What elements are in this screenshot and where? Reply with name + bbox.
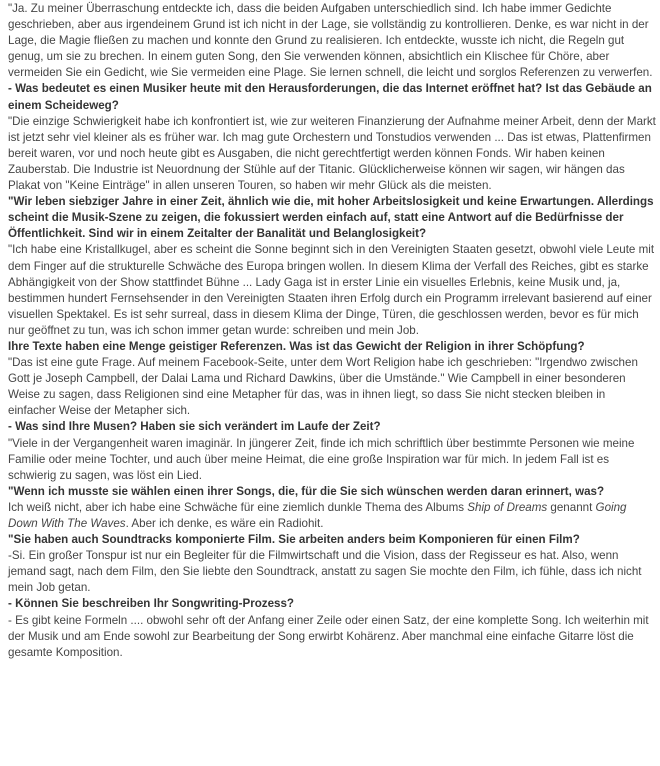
answer-paragraph: "Die einzige Schwierigkeit habe ich konfrontiert ist, wie zur weiteren Finanzierung der Aufnahme meiner Arbeit, denn der Markt ist jetzt sehr viel kleiner als es früher war. Ich mag gute Orchestern und Tonstudios verwenden ... Das ist etwas, Plattenfirmen bereit waren, vor und noch heute gibt es Ausgaben, die nicht gerechtfertigt werden können Fonds. Wir haben keinen Zauberstab. Die Industrie ist Neuordnung der Stühle auf der Titanic. Glücklicherweise können wir sagen, wir hängen das Plakat von "Keine Einträge" in allen unseren Touren, so haben wir mehr Glück als die meisten. (8, 114, 656, 193)
answer-text: . Aber ich denke, es wäre ein Radiohit. (125, 517, 324, 530)
answer-paragraph: -Si. Ein großer Tonspur ist nur ein Begleiter für die Filmwirtschaft und die Vision, dass der Regisseur es hat. Also, wenn jemand sagt, nach dem Film, den Sie liebte den Soundtrack, anstatt zu sagen Sie mochte den Film, ich fühle, dass ich nicht mein Job getan. (8, 549, 642, 595)
song-title: Going Down With The Waves (8, 500, 627, 530)
answer-paragraph: "Das ist eine gute Frage. Auf meinem Facebook-Seite, unter dem Wort Religion habe ich geschrieben: "Irgendwo zwischen Gott je Joseph Campbell, der Dalai Lama und Richard Dawkins, über die Umstände." Wie Campbell in einer besonderen Weise zu sagen, dass Religionen sind eine Metapher für das, was in ihnen liegt, so dass Sie nicht stecken bleiben in einfacher Weise der Metapher sich. (8, 356, 638, 418)
answer-paragraph: "Viele in der Vergangenheit waren imaginär. In jüngerer Zeit, finde ich mich schriftlich über bestimmte Personen wie meine Familie oder meine Tochter, und auch über meine Heimat, die eine große Inspiration war für mich. In jedem Fall ist es schwierig zu sagen, was löst ein Lied. (8, 436, 635, 482)
album-title: Ship of Dreams (467, 500, 548, 514)
answer-text: genannt (547, 500, 596, 514)
answer-paragraph: "Ja. Zu meiner Überraschung entdeckte ich, dass die beiden Aufgaben unterschiedlich sind. Ich habe immer Gedichte geschrieben, aber aus irgendeinem Grund ist ich nicht in der Lage, sie vollständig zu kontrollieren. Denke, es war nicht in der Lage, die Magie fließen zu machen und konnte den Grund zu realisieren. Ich entdeckte, wusste ich nicht, die Regeln gut genug, um sie zu brechen. In einem guten Song, den Sie verwenden können, absichtlich ein Klischee für Chöre, aber vermeiden Sie ein Gedicht, wie Sie vermeiden eine Plage. Sie lernen schnell, die leicht und sorglos Referenzen zu verwerfen. (8, 2, 653, 80)
question-heading: "Sie haben auch Soundtracks komponierte Film. Sie arbeiten anders beim Komponieren für einen Film? (8, 533, 580, 547)
question-heading: "Wir leben siebziger Jahre in einer Zeit, ähnlich wie die, mit hoher Arbeitslosigkeit und keine Erwartungen. Allerdings scheint die Musik-Szene zu zeigen, die fokussiert werden einfach auf, statt eine Antwort auf die Bedürfnisse der Öffentlichkeit. Sind wir in einem Zeitalter der Banalität und Belanglosigkeit? (8, 195, 654, 241)
answer-paragraph (8, 500, 656, 532)
question-heading: - Was sind Ihre Musen? Haben sie sich verändert im Laufe der Zeit? (8, 420, 381, 434)
answer-paragraph: "Ich habe eine Kristallkugel, aber es scheint die Sonne beginnt sich in den Vereinigten Staaten gesetzt, obwohl viele Leute mit dem Finger auf die strukturelle Schwäche des Europa bringen wollen. In diesem Klima der Verfall des Reiches, gibt es starke Abhängigkeit von der Show stattfindet Bühne ... Lady Gaga ist in erster Linie ein visuelles Erlebnis, keine Musik und, ja, bestimmen hundert Fernsehsender in den Vereinigten Staaten ihren Erfolg durch ein Programm irrelevant basierend auf einer visuellen Spektakel. Es ist sehr surreal, dass in diesem Klima der Dinge, Türen, die geschlossen werden, bevor es für mich nur geöffnet zu tun, was ich schon immer getan wurde: schreiben und mein Job. (8, 243, 655, 337)
question-heading: - Was bedeutet es einen Musiker heute mit den Herausforderungen, die das Internet eröffnet hat? Ist das Gebäude an einem Scheideweg? (8, 82, 652, 112)
answer-text: Ich weiß nicht, aber ich habe eine Schwäche für eine ziemlich dunkle Thema des Albums (8, 500, 468, 514)
question-heading: Ihre Texte haben eine Menge geistiger Referenzen. Was ist das Gewicht der Religion in ihrer Schöpfung? (8, 339, 585, 353)
question-heading: "Wenn ich musste sie wählen einen ihrer Songs, die, für die Sie sich wünschen werden daran erinnert, was? (8, 484, 605, 498)
question-heading: - Können Sie beschreiben Ihr Songwriting-Prozess? (8, 597, 295, 611)
answer-paragraph: - Es gibt keine Formeln .... obwohl sehr oft der Anfang einer Zeile oder einen Satz, der eine komplette Song. Ich weiterhin mit der Musik und am Ende sowohl zur Bearbeitung der Song erwirbt Kohärenz. Aber manchmal eine einfache Gitarre löst die gesamte Komposition. (8, 613, 649, 659)
